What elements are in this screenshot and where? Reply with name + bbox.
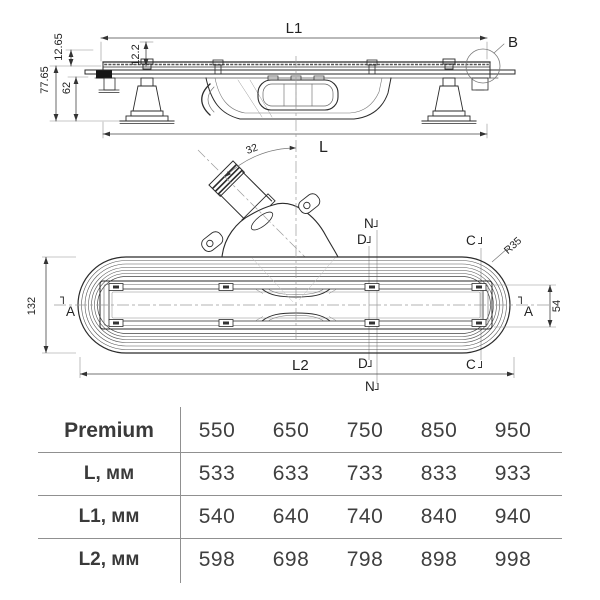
value-cell: 898 <box>420 548 458 571</box>
dim-54: 54 <box>551 299 563 313</box>
section-c-top: C <box>466 233 476 248</box>
table-row-l <box>38 452 562 495</box>
section-lines <box>369 230 481 384</box>
value-cell: 640 <box>272 505 310 528</box>
angle-arc <box>225 148 296 177</box>
value-cell: 698 <box>272 548 310 571</box>
detail-label-b: B <box>508 34 519 51</box>
projection-lines <box>252 258 335 302</box>
value-cell: 533 <box>198 462 236 485</box>
section-a-left: A <box>66 304 76 319</box>
dim-12-65: 12.65 <box>53 33 65 61</box>
size-table <box>38 410 562 581</box>
section-d-bottom: D <box>358 356 368 371</box>
dim-77-65: 77.65 <box>39 66 51 94</box>
table-row-premium <box>38 410 562 452</box>
value-cell: 540 <box>198 505 236 528</box>
left-leg <box>104 78 115 90</box>
side-dimension-lines <box>56 38 487 134</box>
value-cell: 550 <box>198 419 236 442</box>
value-cell: 650 <box>272 419 310 442</box>
dim-label-l1: L1 <box>285 20 303 37</box>
row-label: L1, мм <box>78 506 140 527</box>
value-cell: 950 <box>494 419 532 442</box>
edge-seal <box>96 71 112 79</box>
section-n-top: N <box>364 216 374 231</box>
dim-12-2: 12.2 <box>130 44 142 66</box>
value-cell: 940 <box>494 505 532 528</box>
value-cell: 798 <box>346 548 384 571</box>
dim-label-l: L <box>319 139 328 156</box>
value-cell: 933 <box>494 462 532 485</box>
section-a-right: A <box>524 304 534 319</box>
dim-62: 62 <box>61 81 73 95</box>
radius-value: R35 <box>501 234 525 257</box>
value-cell: 733 <box>346 462 384 485</box>
table-row-l2 <box>38 538 562 581</box>
value-cell: 850 <box>420 419 458 442</box>
dim-132: 132 <box>26 296 38 316</box>
value-cell: 598 <box>198 548 236 571</box>
mount-ear-left <box>199 229 225 254</box>
adjustable-foot-left <box>120 59 174 124</box>
section-c-bottom: C <box>466 357 476 372</box>
right-nub <box>472 78 488 90</box>
trap-dome <box>222 203 338 257</box>
table-divider <box>180 407 181 583</box>
row-label: L, мм <box>83 463 135 484</box>
dim-label-l2: L2 <box>292 357 309 374</box>
angle-value: 32 <box>244 141 260 157</box>
adjustable-foot-right <box>422 59 476 124</box>
table-row-l1 <box>38 495 562 538</box>
channel-body <box>85 62 515 93</box>
section-d-top: D <box>357 232 367 247</box>
value-cell: 840 <box>420 505 458 528</box>
value-cell: 750 <box>346 419 384 442</box>
section-n-bottom: N <box>365 379 375 394</box>
value-cell: 833 <box>420 462 458 485</box>
side-view <box>50 38 515 138</box>
outlet-view <box>198 148 338 257</box>
row-label: L2, мм <box>78 549 140 570</box>
trap-side <box>202 76 391 119</box>
detail-leader-b <box>494 44 504 53</box>
value-cell: 633 <box>272 462 310 485</box>
value-cell: 998 <box>494 548 532 571</box>
value-cell: 740 <box>346 505 384 528</box>
row-label: Premium <box>64 419 154 442</box>
